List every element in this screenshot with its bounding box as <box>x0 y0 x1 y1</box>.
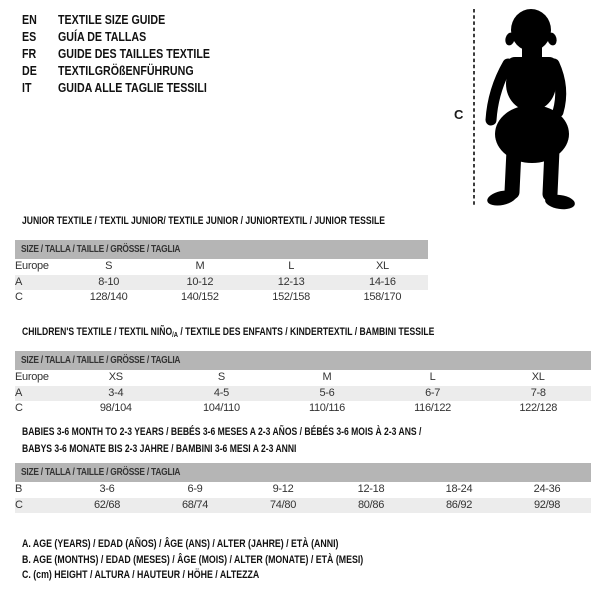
cell: 5-6 <box>274 386 380 402</box>
cell: 7-8 <box>485 386 591 402</box>
cell: M <box>195 260 205 272</box>
cell: 110/116 <box>308 402 345 414</box>
size-header-cell: SIZE / TALLA / TAILLE / GRÖSSE / TAGLIA <box>15 240 428 259</box>
table-row <box>15 290 428 306</box>
language-code: ES <box>22 29 37 44</box>
babies-section-title: BABIES 3-6 MONTH TO 2-3 YEARS / BEBÉS 3-6 MESES A 2-3 AÑOS / BÉBÉS 3-6 MOIS À 2-3 ANS / BABYS 3-6 MONATE BIS 2-3 JAHRE / BAMBINI 3-6 MESI A 2-3 ANNI <box>22 426 422 455</box>
language-title: GUÍA DE TALLAS <box>58 29 147 44</box>
cell: XL <box>531 371 545 383</box>
baby-figure <box>430 0 600 220</box>
row-label: Europe <box>15 260 49 272</box>
cell: 158/170 <box>363 291 402 303</box>
cell: 4-5 <box>169 386 275 402</box>
cell: 12-13 <box>246 275 337 291</box>
cell: 3-6 <box>99 483 115 495</box>
cell: 152/158 <box>272 291 310 303</box>
language-title: GUIDE DES TAILLES TEXTILE <box>58 46 211 61</box>
babies-size-table <box>15 463 591 513</box>
language-row-it <box>22 79 243 96</box>
cell: 74/80 <box>239 498 327 514</box>
language-row-fr <box>22 45 243 62</box>
cell: M <box>322 371 332 383</box>
cell: XL <box>375 260 389 272</box>
table-header-row <box>15 463 591 482</box>
language-title: GUIDA ALLE TAGLIE TESSILI <box>58 80 207 95</box>
cell: 80/86 <box>327 498 415 514</box>
cell: 116/122 <box>414 402 451 414</box>
row-label: A <box>15 275 63 291</box>
cell: 104/110 <box>202 402 240 414</box>
table-row <box>15 275 428 291</box>
cell: 140/152 <box>181 291 219 303</box>
cell: L <box>429 371 436 383</box>
language-title: TEXTILE SIZE GUIDE <box>58 12 166 27</box>
cell: 6-9 <box>187 483 203 495</box>
cell: 3-4 <box>63 386 169 402</box>
cell: 10-12 <box>154 275 245 291</box>
cell: XS <box>108 371 123 383</box>
table-row <box>15 401 591 417</box>
footnote-b: B. AGE (MONTHS) / EDAD (MESES) / ÂGE (MOIS) / ALTER (MONATE) / ETÀ (MESI) <box>22 553 364 566</box>
cell: 24-36 <box>533 483 561 495</box>
cell: L <box>288 260 295 272</box>
cell: 98/104 <box>99 402 132 414</box>
language-title-list <box>22 11 243 96</box>
baby-silhouette-icon <box>486 9 576 211</box>
footnote-a: A. AGE (YEARS) / EDAD (AÑOS) / ÂGE (ANS) / ALTER (JAHRE) / ETÀ (ANNI) <box>22 538 339 550</box>
subscript: /A <box>172 330 178 339</box>
language-row-en <box>22 11 243 28</box>
cell: 9-12 <box>272 483 294 495</box>
row-label: A <box>15 386 63 402</box>
table-header-row <box>15 351 591 370</box>
cell: 122/128 <box>519 402 558 414</box>
cell: 128/140 <box>89 291 128 303</box>
row-label: C <box>15 402 23 414</box>
language-code: DE <box>22 63 37 78</box>
size-header-cell: SIZE / TALLA / TAILLE / GRÖSSE / TAGLIA <box>15 351 591 370</box>
cell: 6-7 <box>380 386 486 402</box>
language-code: IT <box>22 80 32 95</box>
footnote-c: C. (cm) HEIGHT / ALTURA / HAUTEUR / HÖHE / ALTEZZA <box>22 569 260 581</box>
table-row <box>15 370 591 386</box>
children-size-table <box>15 351 591 417</box>
table-row <box>15 259 428 275</box>
size-header-cell: SIZE / TALLA / TAILLE / GRÖSSE / TAGLIA <box>15 463 591 482</box>
row-label: Europe <box>15 371 49 383</box>
cell: 62/68 <box>63 498 151 514</box>
language-code: EN <box>22 12 37 27</box>
cell: S <box>105 260 113 272</box>
language-row-es <box>22 28 243 45</box>
table-row <box>15 386 591 402</box>
table-row <box>15 498 591 514</box>
footnote-legend <box>22 537 449 584</box>
language-row-de <box>22 62 243 79</box>
cell: S <box>217 371 225 383</box>
cell: 14-16 <box>337 275 428 291</box>
row-label: B <box>15 483 23 495</box>
cell: 68/74 <box>151 498 239 514</box>
row-label: C <box>15 291 23 303</box>
table-row <box>15 482 591 498</box>
cell: 18-24 <box>445 483 473 495</box>
height-label: C <box>454 107 464 122</box>
cell: 92/98 <box>503 498 591 514</box>
language-code: FR <box>22 46 37 61</box>
language-title: TEXTILGRÖßENFÜHRUNG <box>58 63 194 78</box>
junior-size-table <box>15 240 428 306</box>
junior-section-title: JUNIOR TEXTILE / TEXTIL JUNIOR/ TEXTILE JUNIOR / JUNIORTEXTIL / JUNIOR TESSILE <box>22 215 385 227</box>
table-header-row <box>15 240 428 259</box>
cell: 86/92 <box>415 498 503 514</box>
children-section-title: CHILDREN'S TEXTILE / TEXTIL $NIÑO_{/A}$ / TEXTILE DES ENFANTS / KINDERTEXTIL / BAMBINI TESSILE <box>22 326 435 339</box>
cell: 8-10 <box>63 275 154 291</box>
cell: 12-18 <box>357 483 385 495</box>
row-label: C <box>15 498 63 514</box>
